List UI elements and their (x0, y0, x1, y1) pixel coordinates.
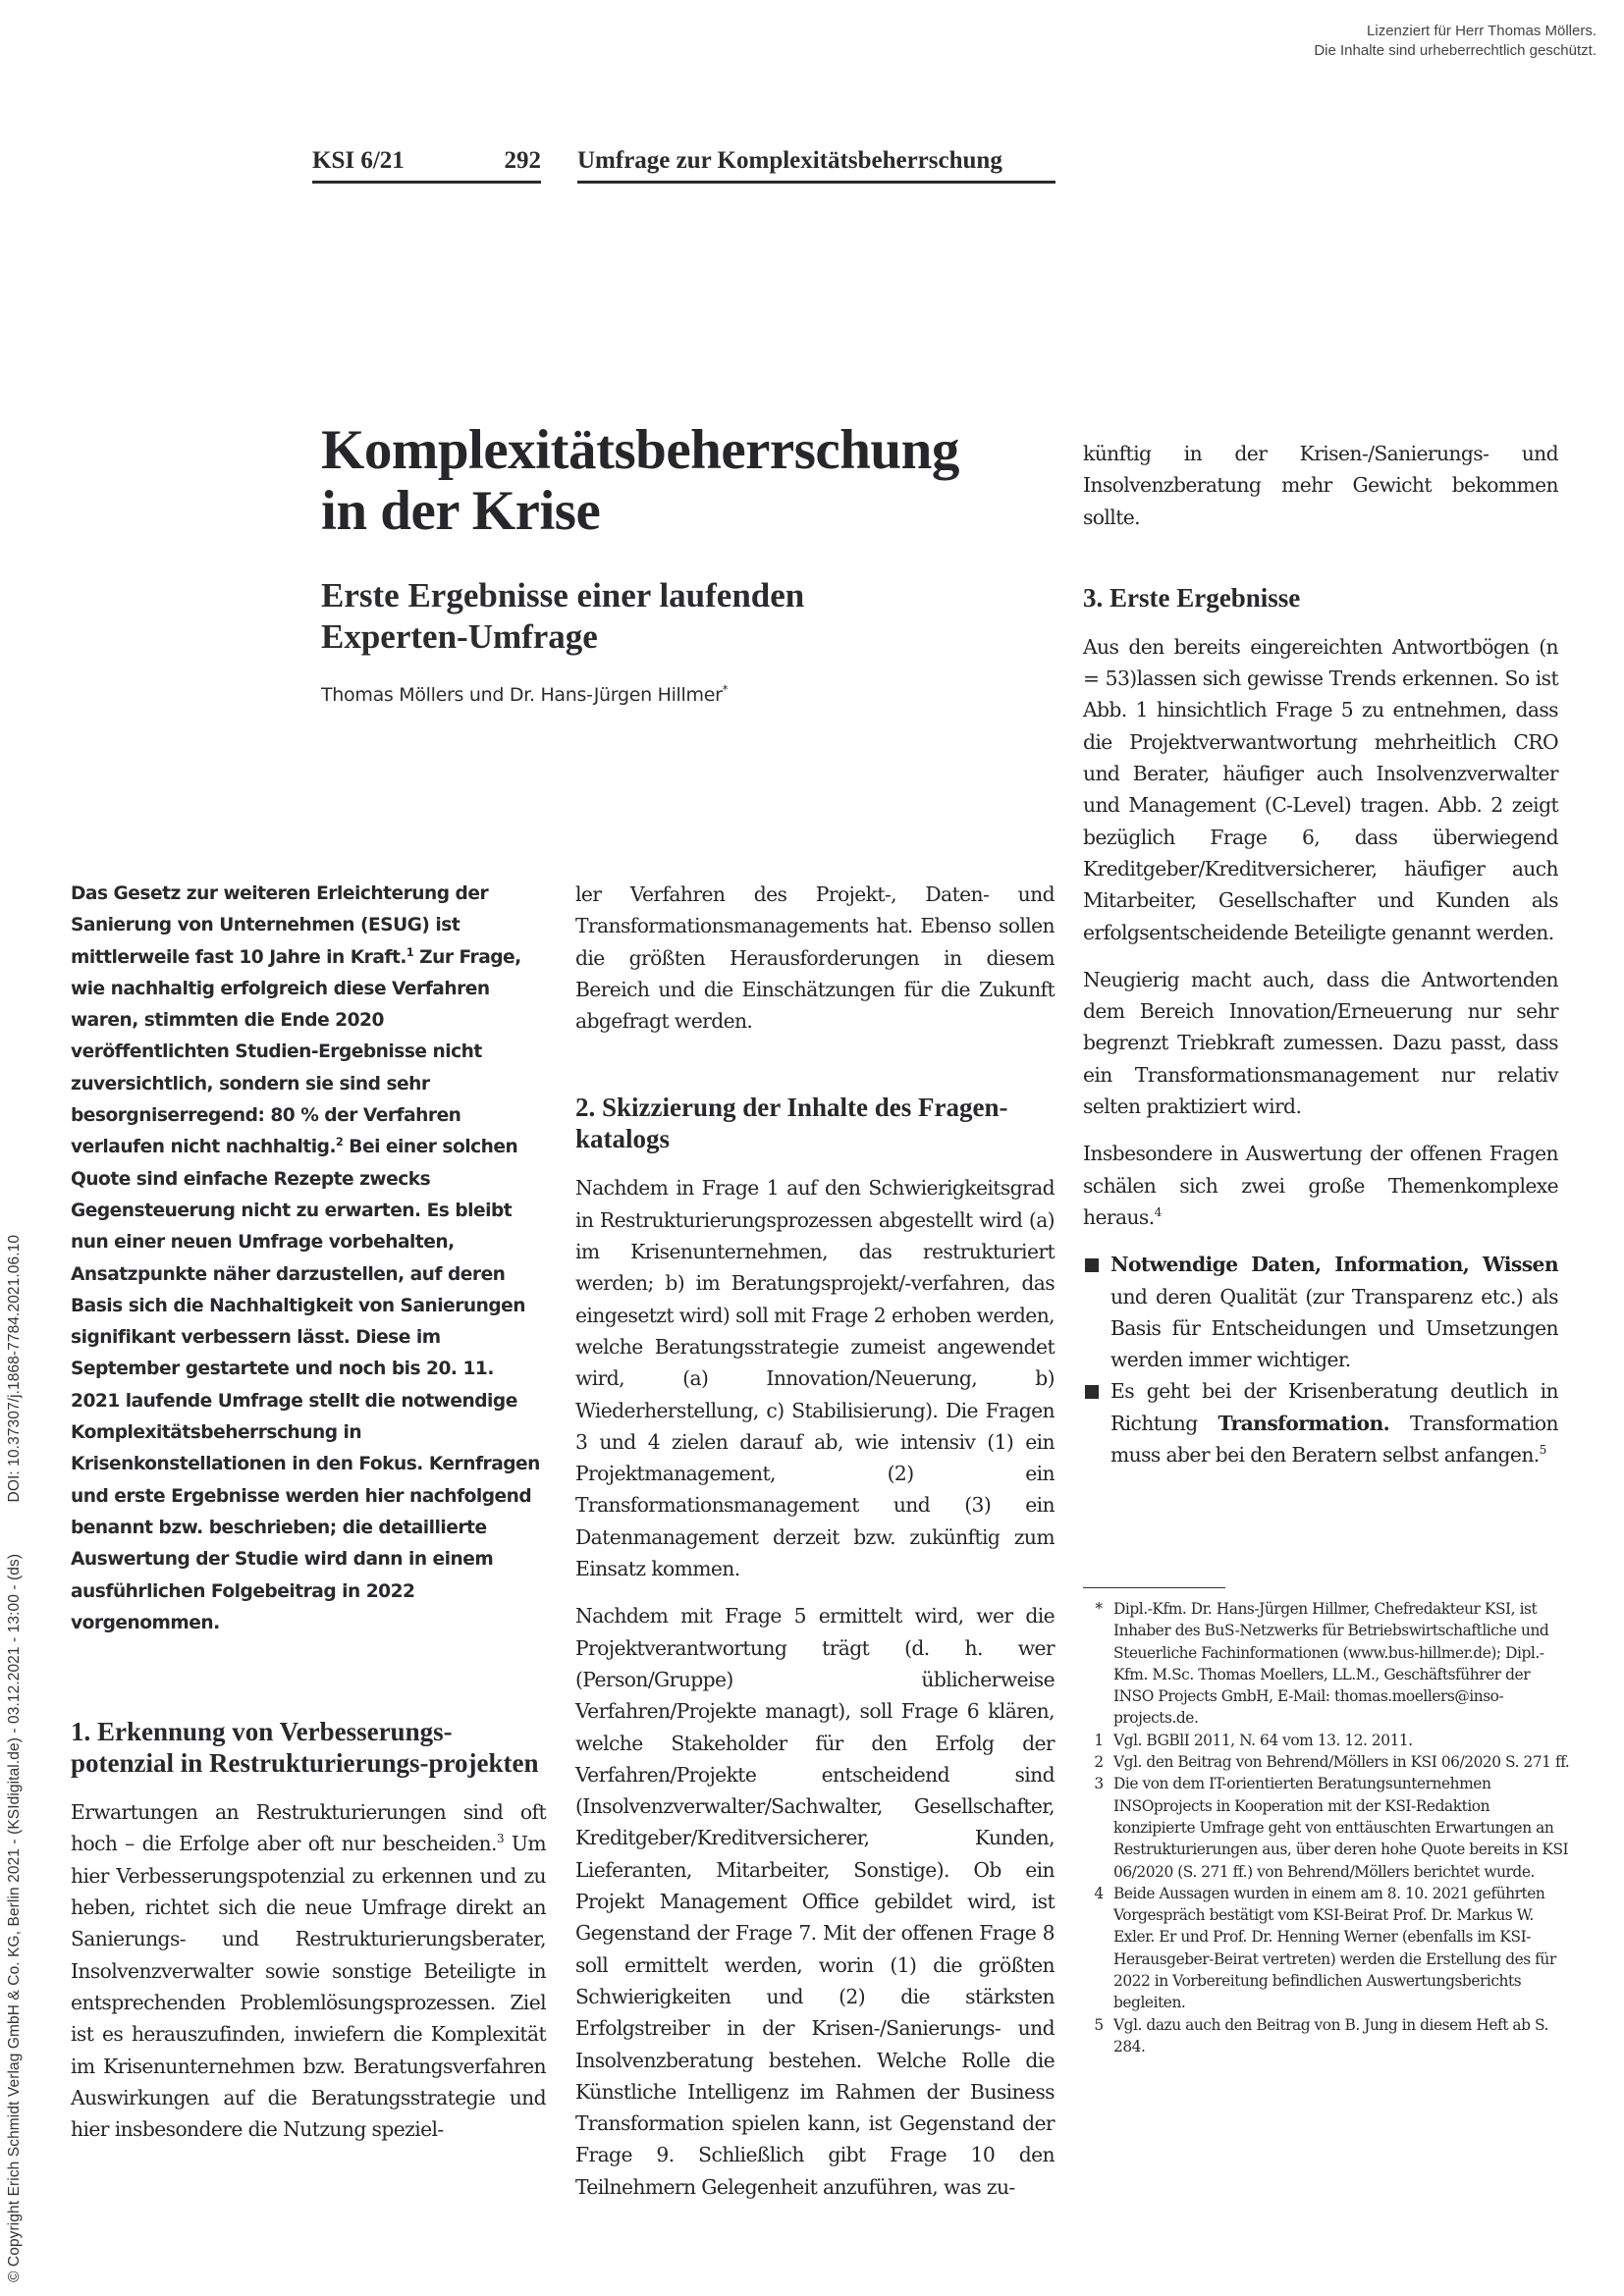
footnote-mark: 2 (1094, 1753, 1104, 1772)
lead-text-3: Bei einer solchen Quote sind einfache Rezepte zwecks Gegensteuerung nicht zu erwarten. Es bleibt nun einer neuen Umfrage vorbehalten, Ansatzpunkte näher darzustellen, auf deren Basis sich die Nachhaltigkeit von Sanierungen signifikant verbessern lässt. Diese im September gestartete und noch bis 20. 11. 2021 laufende Umfrage stellt die notwendige Komplexitätsbeherrschung in Krisenkonstellationen in den Fokus. Kernfragen und erste Ergebnisse werden hier nachfolgend benannt bzw. beschrieben; die detaillierte Auswertung der Studie wird dann in einem ausführlichen Folgebeitrag in 2022 vorgenommen. (71, 1137, 540, 1633)
section-3-text-3: Insbesondere in Auswertung der offenen Fragen schälen sich zwei große Themenkomplexe heraus. (1083, 1142, 1558, 1229)
finding-emphasis: Transformation. (1218, 1411, 1390, 1435)
section-1-paragraph-continued (575, 879, 1055, 1037)
footnote-2 (1090, 1751, 1571, 1773)
footnote-ref-3[interactable]: 3 (496, 1832, 504, 1846)
running-head-left (312, 147, 541, 185)
lead-text-1: Das Gesetz zur weiteren Erleichterung der Sanierung von Unternehmen (ESUG) ist mittlerweile fast 10 Jahre in Kraft. (71, 883, 489, 968)
footnote-text: Die von dem IT-orientierten Beratungsunternehmen INSOprojects in Kooperation mit der KSI-Redaktion konzipierte Umfrage geht von enttäuschten Erwartungen an Restrukturierungen aus, über deren hohe Quote bereits in KSI 06/2020 (S. 271 ff.) von Behrend/Möllers berichtet wurde. (1113, 1775, 1569, 1881)
footnote-text: Vgl. BGBlI 2011, N. 64 vom 13. 12. 2011. (1113, 1731, 1413, 1749)
section-2-paragraph-2-continued (1083, 438, 1558, 533)
side-copyright-strip (6, 1235, 24, 2282)
footnotes (1090, 1598, 1571, 2057)
running-head-right (577, 147, 1056, 185)
finding-text-2: Transformation muss aber bei den Beratern selbst anfangen. (1110, 1411, 1559, 1468)
section-3-heading: 3. Erste Ergebnisse (1083, 582, 1301, 613)
article-subtitle (321, 575, 804, 658)
section-1-text-b: Um hier Verbesserungspotenzial zu erkennen und zu heben, richtet sich die neue Umfrage direkt an Sanierungs- und Restrukturierungsberater, Insolvenzverwalter sowie sonstige Beteiligte in entsprechenden Problemlösungsprozessen. Ziel ist es herauszufinden, inwiefern die Komplexität im Krisenunternehmen bzw. Beratungsverfahren Auswirkungen auf die Beratungsstrategie und hier insbesondere die Nutzung speziel- (71, 1832, 546, 2142)
footnote-mark: 5 (1094, 2015, 1104, 2034)
section-3-paragraph-2: Neugierig macht auch, dass die Antwortenden dem Bereich Innovation/Erneuerung nur sehr begrenzt Triebkraft zumessen. Dazu passt, dass ein Transformationsmanagement nur relativ selten praktiziert wird. (1083, 967, 1558, 1119)
finding-text: und deren Qualität (zur Transparenz etc.) als Basis für Entscheidungen und Umsetzungen werden immer wichtiger. (1110, 1284, 1558, 1372)
section-2-paragraph-2 (575, 1600, 1055, 2203)
findings-list (1083, 1249, 1558, 1470)
finding-emphasis: Notwendige Daten, Information, Wissen (1110, 1253, 1558, 1277)
section-1-heading: 1. Erkennung von Verbesserungs-potenzial in Restrukturierungs-projekten (71, 1717, 539, 1779)
title-line-2: in der Krise (321, 480, 601, 542)
header-rule-right (577, 181, 1056, 184)
section-1-text-c: ler Verfahren des Projekt-, Daten- und Transformationsmanagements hat. Ebenso sollen die größten Herausforderungen in diesem Bereich und die Einschätzungen für die Zukunft abgefragt werden. (575, 882, 1055, 1034)
square-bullet-icon (1085, 1258, 1099, 1272)
footnote-mark: 3 (1094, 1775, 1104, 1793)
footnote-mark: * (1095, 1600, 1103, 1618)
footnote-4 (1090, 1883, 1571, 2014)
header-rule-left (312, 181, 541, 184)
footnote-text: Vgl. den Beitrag von Behrend/Möllers in KSI 06/2020 S. 271 ff. (1113, 1753, 1570, 1772)
footnote-mark: 4 (1094, 1884, 1104, 1902)
section-title: Umfrage zur Komplexitätsbeherrschung (577, 147, 1002, 174)
section-3-paragraph-3 (1083, 1138, 1558, 1233)
doi-text: DOI: 10.37307/j.1868-7784.2021.06.10 (6, 1234, 23, 1503)
section-3-paragraph-1: Aus den bereits eingereichten Antwortbögen (n = 53)lassen sich gewisse Trends erkennen. So ist Abb. 1 hinsichtlich Frage 5 zu entnehmen, dass die Projektverwantwortung mehrheitlich CRO und Berater, häufiger auch Insolvenzverwalter und Management (C-Level) tragen. Abb. 2 zeigt bezüglich Frage 6, dass überwiegend Kreditgeber/Kreditversicherer, häufiger auch Mitarbeiter, Gesellschafter und Kunden als erfolgsentscheidende Beteiligte genannt werden. (1083, 634, 1558, 944)
footnote-text: Beide Aussagen wurden in einem am 8. 10. 2021 geführten Vorgespräch bestätigt vom KSI-Beirat Prof. Dr. Markus W. Exler. Er und Prof. Dr. Henning Werner (ebenfalls im KSI-Herausgeber-Beirat vertreten) werden die Erstellung des für 2022 in Vorbereitung befindlichen Auswertungsberichts begleiten. (1113, 1884, 1556, 2012)
authors-footnote-mark: * (722, 682, 729, 697)
copyright-text: © Copyright Erich Schmidt Verlag GmbH & Co. KG, Berlin 2021 - (KSIdigital.de) - 03.12.2021 - 13:00 - (ds) (6, 1553, 23, 2282)
article-title (321, 420, 959, 542)
page-number: 292 (504, 147, 541, 174)
footnote-text: Dipl.-Kfm. Dr. Hans-Jürgen Hillmer, Chefredakteur KSI, ist Inhaber des BuS-Netzwerks für Betriebswirtschaftliche und Steuerliche Fachinformationen (www.bus-hillmer.de); Dipl.-Kfm. M.Sc. Thomas Moellers, LL.M., Geschäftsführer der INSO Projects GmbH, E-Mail: thomas.moellers@inso-projects.de. (1113, 1600, 1549, 1728)
title-line-1: Komplexitätsbeherrschung (321, 419, 959, 481)
footnote-ref-2[interactable]: 2 (336, 1136, 344, 1149)
footnote-text: Vgl. dazu auch den Beitrag von B. Jung in diesem Heft ab S. 284. (1113, 2015, 1548, 2056)
footnote-separator (1083, 1587, 1225, 1588)
footnote-mark: 1 (1094, 1731, 1104, 1749)
footnote-3 (1090, 1773, 1571, 1882)
section-2-text-a: Nachdem mit Frage 5 ermittelt wird, wer die Projektverantwortung trägt (d. h. wer (Person/Gruppe) üblicherweise Verfahren/Projekte managt), soll Frage 6 klären, welche Stakeholder für den Erfolg der Verfahren/Projekte entscheidend sind (Insolvenzverwalter/Sachwalter, Gesellschafter, Kreditgeber/Kreditversicherer, Kunden, Lieferanten, Mitarbeiter, Sonstige). Ob ein Projekt Management Office gebildet wird, ist Gegenstand der Frage 7. Mit der offenen Frage 8 soll ermittelt werden, worin (1) die größten Schwierigkeiten und (2) die stärksten Erfolgstreiber in der Krisen-/Sanierungs- und Insolvenzberatung bestehen. Welche Rolle die Künstliche Intelligenz im Rahmen der Business Transformation spielen kann, ist Gegenstand der Frage 9. Schließlich gibt Frage 10 den Teilnehmern Gelegenheit anzuführen, was zu- (575, 1604, 1055, 2199)
section-1-paragraph (71, 1796, 546, 2145)
section-2-heading: 2. Skizzierung der Inhalte des Fragen-katalogs (575, 1093, 1008, 1154)
section-2-text-b: künftig in der Krisen-/Sanierungs- und Insolvenzberatung mehr Gewicht bekommen sollte. (1083, 442, 1558, 529)
subtitle-line-2: Experten-Umfrage (321, 617, 598, 656)
square-bullet-icon (1085, 1385, 1099, 1399)
article-authors (321, 684, 728, 706)
authors-names: Thomas Möllers und Dr. Hans-Jürgen Hillmer (321, 684, 723, 706)
footnote-ref-5[interactable]: 5 (1539, 1443, 1546, 1458)
finding-item (1083, 1375, 1558, 1470)
license-line-1: Lizenziert für Herr Thomas Möllers. (1367, 23, 1597, 39)
license-line-2: Die Inhalte sind urheberrechtlich geschützt. (1314, 42, 1597, 59)
section-1-text-a: Erwartungen an Restrukturierungen sind oft hoch – die Erfolge aber oft nur bescheiden. (71, 1800, 546, 1856)
column-3 (1083, 438, 1558, 1470)
footnote-author (1090, 1598, 1571, 1730)
footnote-5 (1090, 2014, 1571, 2058)
column-2 (575, 879, 1055, 2218)
footnote-1 (1090, 1730, 1571, 1751)
license-notice (1314, 22, 1597, 61)
section-2-paragraph-1: Nachdem in Frage 1 auf den Schwierigkeitsgrad in Restrukturierungsprozessen abgestellt wird (a) im Krisenunternehmen, das restrukturiert werden; b) im Beratungsprojekt/-verfahren, das eingesetzt wird) soll mit Frage 2 erhoben werden, welche Beratungsstrategie zumeist angewendet wird, (a) Innovation/Neuerung, b) Wiederherstellung, c) Stabilisierung). Die Fragen 3 und 4 zielen darauf ab, wie intensiv (1) ein Projektmanagement, (2) ein Transformationsmanagement und (3) ein Datenmanagement derzeit bzw. zukünftig zum Einsatz kommen. (575, 1176, 1055, 1581)
journal-issue: KSI 6/21 (312, 147, 405, 174)
lead-paragraph (71, 879, 546, 1639)
finding-text: Es geht bei der Krisenberatung deutlich in Richtung (1110, 1379, 1558, 1435)
footnote-ref-1[interactable]: 1 (406, 945, 414, 959)
subtitle-line-1: Erste Ergebnisse einer laufenden (321, 576, 805, 614)
lead-text-2: Zur Frage, wie nachhaltig erfolgreich diese Verfahren waren, stimmten die Ende 2020 veröffentlichten Studien-Ergebnisse nicht zuversichtlich, sondern sie sind sehr besorgniserregend: 80 % der Verfahren verlaufen nicht nachhaltig. (71, 946, 521, 1158)
footnote-ref-4[interactable]: 4 (1154, 1205, 1162, 1220)
column-1 (71, 879, 546, 2161)
finding-item (1083, 1249, 1558, 1375)
